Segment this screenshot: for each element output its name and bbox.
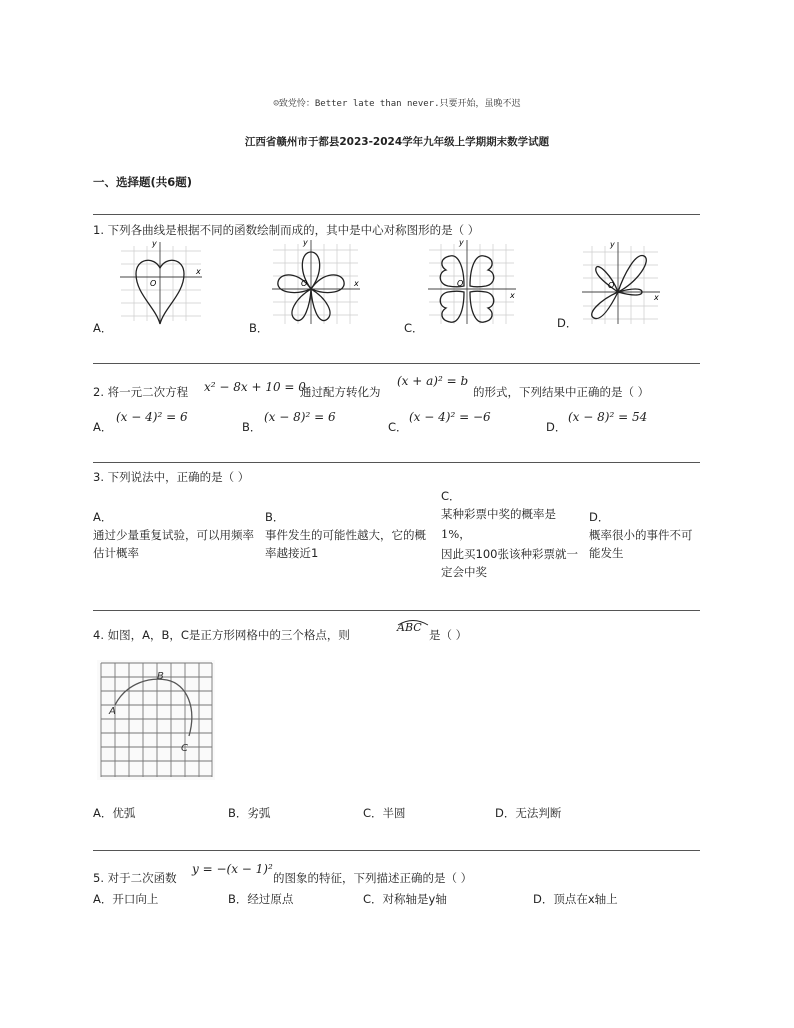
q3-option-c-percent: 1% [441, 527, 460, 541]
page-title: 江西省赣州市于都县2023-2024学年九年级上学期期末数学试题 [244, 136, 550, 148]
q2-equation: x² − 8x + 10 = 0 [204, 380, 306, 394]
arc-overline [396, 618, 430, 626]
q1d-y-label: y [610, 240, 615, 249]
q1-graph-d-petals[interactable] [578, 238, 664, 328]
q1c-origin-label: O [457, 279, 464, 288]
q4-option-d[interactable]: D．无法判断 [495, 806, 562, 820]
q5-option-b[interactable]: B．经过原点 [228, 892, 294, 906]
divider [93, 850, 700, 851]
q2-target-form: (x + a)² = b [397, 374, 469, 388]
q1-graph-c-clover[interactable] [424, 236, 520, 328]
q1c-x-label: x [510, 291, 515, 300]
q3-option-b-text: 事件发生的可能性越大，它的概率越接近1 [265, 528, 426, 560]
q4-arc-notation [397, 621, 422, 634]
q1-option-a-label[interactable]: A． [93, 321, 113, 335]
q1b-x-label: x [354, 279, 359, 288]
q3-option-c[interactable] [441, 487, 587, 581]
q1a-origin-label: O [150, 279, 157, 288]
q2-stem-prefix: 2. 将一元二次方程 [93, 385, 189, 399]
q4-option-c[interactable]: C．半圆 [363, 806, 406, 820]
q5-option-a[interactable]: A．开口向上 [93, 892, 159, 906]
divider [93, 214, 700, 215]
q2-option-c-label[interactable]: C． [388, 420, 408, 434]
motto-header: ☺致党怜：Better late than never.只要开始，虽晚不迟 [273, 99, 521, 109]
q5-stem-prefix: 5. 对于二次函数 [93, 871, 177, 885]
q1-option-c-label[interactable]: C． [404, 321, 424, 335]
q4-option-b[interactable]: B．劣弧 [228, 806, 271, 820]
q1-graph-a-heart[interactable] [116, 236, 206, 326]
q4-arc-letters: ABC [397, 621, 422, 634]
q1a-x-label: x [196, 267, 201, 276]
q3-option-d-label: D． [589, 510, 610, 524]
q5-stem-suffix: 的图象的特征，下列描述正确的是（ ） [273, 871, 473, 885]
q3-option-d-text: 概率很小的事件不可能发生 [589, 528, 693, 560]
q4-stem-suffix: 是（ ） [429, 628, 468, 642]
q4-grid-figure [97, 660, 215, 780]
q3-stem: 3. 下列说法中，正确的是（ ） [93, 470, 250, 484]
q2-option-d-label[interactable]: D． [546, 420, 567, 434]
q3-option-b[interactable] [265, 508, 435, 562]
q3-option-c-text2: 因此买100张该种彩票就一定会中奖 [441, 547, 578, 579]
q3-option-d[interactable] [589, 508, 701, 562]
divider [93, 363, 700, 364]
q1d-x-label: x [654, 293, 659, 302]
q1b-origin-label: O [301, 279, 308, 288]
q1a-y-label: y [152, 239, 157, 248]
q3-option-b-label: B． [265, 510, 285, 524]
q4-option-a[interactable]: A．优弧 [93, 806, 136, 820]
q2-option-a-label[interactable]: A． [93, 420, 113, 434]
q3-option-c-label: C． [441, 489, 461, 503]
q1-graph-b-flower[interactable] [268, 236, 364, 328]
q2-option-a-expr[interactable]: (x − 4)² = 6 [116, 410, 188, 424]
divider [93, 610, 700, 611]
section-heading: 一、选择题(共6题) [93, 175, 193, 189]
q3-option-c-text1: 某种彩票中奖的概率是 [441, 507, 556, 521]
q3-option-a[interactable] [93, 508, 261, 562]
q1c-y-label: y [459, 238, 464, 247]
q2-option-b-label[interactable]: B． [242, 420, 262, 434]
q4-point-a: A [109, 706, 116, 717]
q5-option-d[interactable]: D．顶点在x轴上 [533, 892, 618, 906]
q1b-y-label: y [303, 238, 308, 247]
q2-stem-middle: 通过配方转化为 [300, 385, 381, 399]
q2-option-b-expr[interactable]: (x − 8)² = 6 [264, 410, 336, 424]
q5-function-expr: y = −(x − 1)² [192, 862, 273, 876]
divider [93, 462, 700, 463]
q4-stem-prefix: 4. 如图，A，B，C是正方形网格中的三个格点，则 [93, 628, 350, 642]
q4-point-c: C [181, 743, 188, 754]
q3-option-a-text: 通过少量重复试验，可以用频率估计概率 [93, 528, 254, 560]
q2-stem-suffix: 的形式，下列结果中正确的是（ ） [473, 385, 650, 399]
q1-option-d-label[interactable]: D． [557, 316, 578, 330]
q1d-origin-label: O [608, 281, 615, 290]
q3-option-a-label: A． [93, 510, 113, 524]
q1-stem: 1. 下列各曲线是根据不同的函数绘制而成的，其中是中心对称图形的是（ ） [93, 223, 480, 237]
q2-option-d-expr[interactable]: (x − 8)² = 54 [568, 410, 648, 424]
q3-option-c-comma: ， [459, 527, 471, 541]
q2-option-c-expr[interactable]: (x − 4)² = −6 [409, 410, 491, 424]
q5-option-c[interactable]: C．对称轴是y轴 [363, 892, 447, 906]
q4-point-b: B [157, 671, 164, 682]
q1-option-b-label[interactable]: B． [249, 321, 269, 335]
